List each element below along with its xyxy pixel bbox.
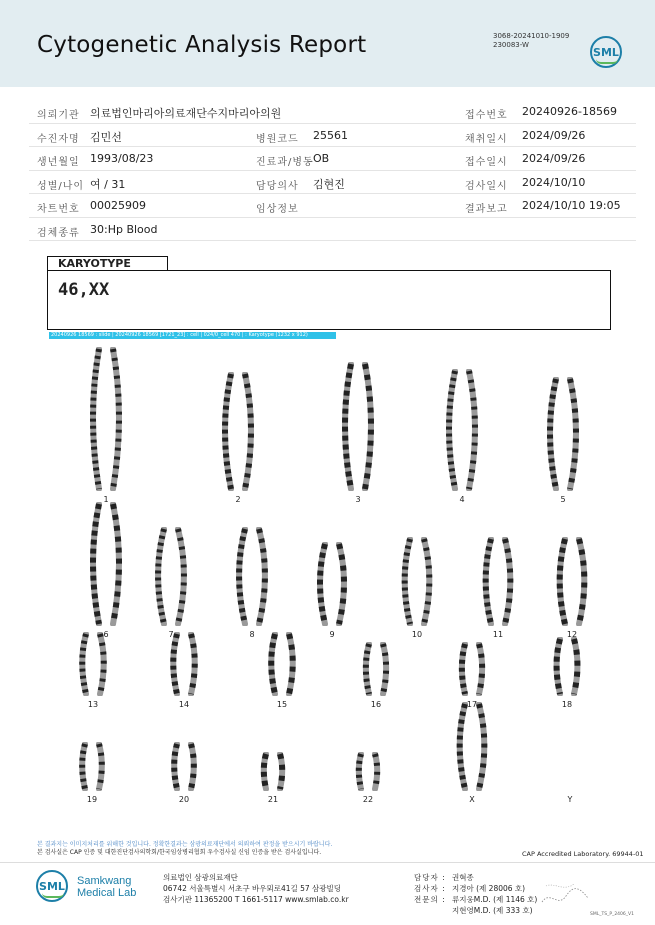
staff-row (414, 894, 537, 905)
footer-staff (414, 872, 537, 916)
chromosome-label-20: 20 (178, 795, 190, 804)
info-label: 생년월일 (37, 157, 80, 168)
sml-logo-icon (590, 36, 622, 68)
chromosome-pair-1 (86, 347, 126, 491)
chromosome-label-4: 4 (459, 495, 465, 504)
chromosome-pair-13 (73, 632, 113, 696)
chromosome-pair-5 (543, 377, 583, 491)
chromosome-label-19: 19 (86, 795, 98, 804)
karyotype-tab: KARYOTYPE (47, 256, 168, 270)
footer-logo-text: SML (39, 879, 65, 893)
brand-line2: Medical Lab (77, 887, 137, 899)
chromosome-label-21: 21 (267, 795, 279, 804)
report-header (0, 0, 655, 87)
info-label: 결과보고 (465, 204, 508, 215)
info-value: 여 / 31 (90, 177, 126, 191)
chromosome-pair-2 (218, 372, 258, 491)
staff-value: 지경아 (제 28006 호) (452, 884, 526, 893)
info-row (29, 147, 636, 171)
info-label: 병원코드 (256, 133, 299, 145)
chromosome-pair-12 (552, 537, 592, 626)
chromosome-label-10: 10 (411, 630, 423, 639)
info-label: 검체종류 (37, 227, 80, 239)
chromosome-label-5: 5 (560, 495, 566, 504)
chromosome-pair-X (452, 702, 492, 791)
chromosome-pair-16 (356, 642, 396, 696)
chromosome-pair-21 (253, 752, 293, 791)
info-row (29, 100, 636, 124)
chromosome-pair-4 (442, 369, 482, 491)
chromosome-pair-6 (86, 502, 126, 626)
chromosome-pair-22 (348, 752, 388, 791)
chromosome-label-2: 2 (235, 495, 241, 504)
chromosome-pair-8 (232, 527, 272, 626)
chromosome-label-X: X (469, 795, 475, 804)
info-value: 20240926-18569 (522, 105, 617, 118)
report-id (493, 32, 569, 50)
karyogram-image (40, 345, 630, 810)
karyotype-result: 46,XX (58, 280, 110, 300)
footer-brand (77, 875, 136, 899)
sml-logo-text: SML (593, 45, 619, 59)
info-label: 검사일시 (465, 180, 508, 192)
chromosome-label-8: 8 (249, 630, 255, 639)
info-value: 2024/10/10 19:05 (522, 199, 621, 212)
info-label: 성별/나이 (37, 180, 85, 192)
staff-row (414, 872, 537, 883)
chromosome-label-14: 14 (178, 700, 190, 709)
staff-key: 전문의 : (414, 895, 446, 904)
info-label: 채취일시 (465, 133, 508, 145)
notice (37, 841, 467, 857)
cap-accreditation: CAP Accredited Laboratory. 69944-01 (522, 850, 644, 858)
chromosome-label-6: 6 (103, 630, 109, 639)
info-row (29, 171, 636, 195)
chromosome-label-3: 3 (355, 495, 361, 504)
chromosome-pair-19 (72, 742, 112, 791)
info-label: 담당의사 (256, 180, 299, 192)
info-value: 2024/09/26 (522, 152, 586, 165)
info-value: 00025909 (90, 199, 146, 212)
info-label: 의뢰기관 (37, 110, 80, 121)
chromosome-label-11: 11 (492, 630, 504, 639)
addr-line3: 검사기관 11365200 T 1661-5117 www.smlab.co.kr (163, 895, 349, 904)
info-row (29, 124, 636, 148)
signature-icon (540, 880, 590, 910)
document-code: SML_TS_P_2406_V1 (590, 912, 634, 917)
info-label: 진료과/병동 (256, 157, 314, 168)
addr-line2: 06742 서울특별시 서초구 바우뫼로41길 57 삼광빌딩 (163, 884, 342, 893)
info-value: OB (313, 152, 330, 165)
info-label: 차트번호 (37, 204, 80, 215)
info-value: 김현진 (313, 177, 345, 191)
chromosome-label-15: 15 (276, 700, 288, 709)
report-title: Cytogenetic Analysis Report (37, 32, 367, 58)
chromosome-pair-15 (262, 632, 302, 696)
chromosome-pair-9 (312, 542, 352, 626)
chromosome-pair-7 (151, 527, 191, 626)
addr-line1: 의료법인 삼광의료재단 (163, 873, 238, 882)
info-value: 25561 (313, 128, 348, 142)
chromosome-label-1: 1 (103, 495, 109, 504)
chromosome-label-16: 16 (370, 700, 382, 709)
chromosome-pair-18 (547, 637, 587, 696)
chromosome-pair-11 (478, 537, 518, 626)
image-info-strip: 20240926 18569 : slide | 20240926 18569 [1721_23] : cell | 024/0_cell 470 | : Karyotype (1232 x 912) (49, 332, 336, 339)
chromosome-pair-14 (164, 632, 204, 696)
staff-value: 지현영M.D. (제 333 호) (452, 906, 533, 915)
patient-info-table (29, 100, 636, 241)
report-id-line1: 3068-20241010-1909 (493, 32, 570, 40)
info-label: 임상정보 (256, 204, 299, 215)
chromosome-label-17: 17 (466, 700, 478, 709)
chromosome-label-22: 22 (362, 795, 374, 804)
info-value: 1993/08/23 (90, 152, 154, 165)
info-value: 2024/10/10 (522, 175, 586, 189)
info-value: 30:Hp Blood (90, 222, 158, 236)
info-value: 의료법인마리아의료재단수지마리아의원 (90, 107, 282, 120)
chromosome-label-13: 13 (87, 700, 99, 709)
karyotype-result-box (47, 270, 611, 330)
staff-key: 검사자 : (414, 884, 446, 893)
staff-row (414, 883, 537, 894)
footer-divider (0, 862, 655, 863)
chromosome-label-7: 7 (168, 630, 174, 639)
notice-line2: 본 검사실은 CAP 인증 및 대한진단검사의학회/한국임상병리협회 우수검사실 신임 인증을 받은 검사실입니다. (37, 849, 322, 856)
staff-key: 담당자 : (414, 873, 446, 882)
info-value: 김민선 (90, 130, 122, 144)
chromosome-pair-10 (397, 537, 437, 626)
footer-address (163, 872, 349, 905)
chromosome-label-9: 9 (329, 630, 335, 639)
chromosome-label-18: 18 (561, 700, 573, 709)
brand-line1: Samkwang (77, 875, 132, 887)
chromosome-pair-3 (338, 362, 378, 491)
report-id-line2: 230083-W (493, 41, 529, 49)
info-value: 2024/09/26 (522, 128, 586, 142)
info-label: 접수번호 (465, 110, 508, 121)
info-row (29, 194, 636, 218)
info-label: 접수일시 (465, 157, 508, 168)
chromosome-label-12: 12 (566, 630, 578, 639)
notice-line1: 본 결과지는 이미지처리를 위해한 것입니다. 정확한결과는 삼광의료재단에서 의뢰하여 판정을 받으시기 바랍니다. (37, 841, 333, 848)
chromosome-pair-17 (452, 642, 492, 696)
info-label: 수진자명 (37, 133, 80, 145)
staff-value: 권혁종 (452, 873, 474, 882)
staff-row (414, 905, 537, 916)
info-row (29, 218, 636, 242)
sml-footer-logo-icon (36, 870, 68, 902)
staff-value: 류지웅M.D. (제 1146 호) (452, 895, 538, 904)
chromosome-label-Y: Y (567, 795, 573, 804)
chromosome-pair-20 (164, 742, 204, 791)
